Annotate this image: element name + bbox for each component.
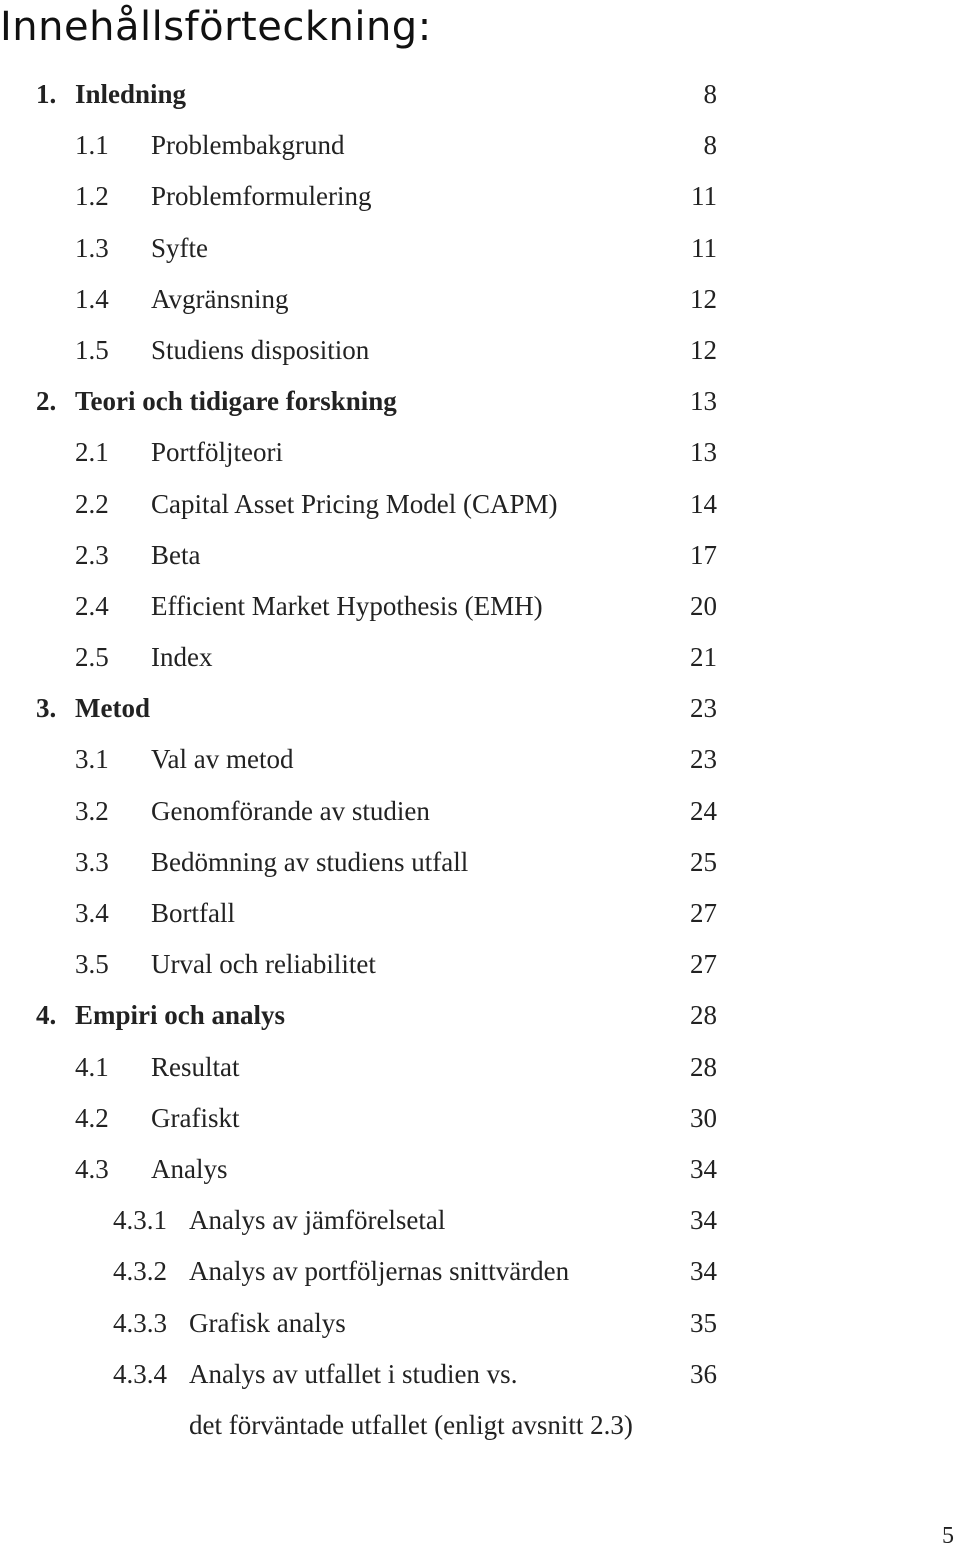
toc-entry-title: Teori och tidigare forskning	[75, 386, 397, 417]
toc-entry-number: 3.5	[75, 949, 109, 980]
toc-entry[interactable]	[0, 1042, 960, 1093]
toc-entry-number: 3.1	[75, 744, 109, 775]
toc-entry-number: 1.3	[75, 232, 109, 263]
toc-entry-page: 34	[690, 1205, 717, 1236]
toc-entry-page: 21	[690, 642, 717, 673]
toc-entry-title: Empiri och analys	[75, 1000, 286, 1031]
toc-entry-title: Studiens disposition	[151, 334, 370, 365]
toc-entry-page: 24	[690, 795, 717, 826]
toc-entry[interactable]	[0, 171, 960, 222]
toc-entry-title: Portföljteori	[151, 437, 283, 468]
toc-entry-number: 1.5	[75, 334, 109, 365]
toc-entry-title: Beta	[151, 539, 201, 570]
toc-entry[interactable]	[0, 1349, 960, 1451]
toc-entry[interactable]	[0, 427, 960, 478]
toc-entry-number: 4.3.3	[113, 1307, 167, 1338]
toc-entry-title-continuation: det förväntade utfallet (enligt avsnitt 2.3)	[189, 1409, 633, 1440]
toc-entry[interactable]	[0, 734, 960, 785]
toc-entry-number: 1.1	[75, 130, 109, 161]
toc-entry-number: 2.4	[75, 590, 109, 621]
toc-entry-number: 2.5	[75, 642, 109, 673]
toc-entry[interactable]	[0, 274, 960, 325]
toc-entry-number: 3.4	[75, 898, 109, 928]
toc-entry-title: Analys av jämförelsetal	[189, 1205, 446, 1236]
toc-entry[interactable]	[0, 837, 960, 888]
toc-entry-number: 4.3	[75, 1153, 109, 1184]
toc-entry-page: 27	[690, 898, 717, 928]
toc-entry-page: 12	[690, 334, 717, 365]
toc-entry-title: Urval och reliabilitet	[151, 949, 376, 980]
toc-entry-page: 30	[690, 1102, 717, 1133]
toc-entry-title: Grafisk analys	[189, 1307, 346, 1338]
toc-entry-number: 4.2	[75, 1102, 109, 1133]
toc-entry[interactable]	[0, 223, 960, 274]
toc-entry-title: Genomförande av studien	[151, 795, 430, 826]
toc-entry-number: 2.2	[75, 488, 109, 519]
toc-entry-number: 1.2	[75, 181, 109, 212]
toc-entry-page: 8	[703, 130, 717, 161]
toc-entry-page: 27	[690, 949, 717, 980]
toc-entry-number: 4.1	[75, 1051, 109, 1082]
toc-entry-number: 1.4	[75, 283, 109, 314]
toc-entry-title: Avgränsning	[151, 283, 289, 314]
toc-entry-title: Index	[151, 642, 213, 673]
toc-entry-page: 13	[690, 386, 717, 417]
toc-entry-title: Problemformulering	[151, 181, 372, 212]
toc-entry-page: 35	[690, 1307, 717, 1338]
toc-entry-page: 12	[690, 283, 717, 314]
toc-entry-number: 4.3.2	[113, 1256, 167, 1287]
toc-entry-number: 3.3	[75, 846, 109, 877]
toc-entry-number: 3.	[36, 693, 57, 724]
toc-entry-title: Capital Asset Pricing Model (CAPM)	[151, 488, 558, 519]
toc-entry-title: Problembakgrund	[151, 130, 345, 161]
toc-entry-number: 4.	[36, 1000, 57, 1031]
toc-heading: Innehållsförteckning:	[0, 4, 432, 50]
toc-entry[interactable]	[0, 376, 960, 427]
toc-entry[interactable]	[0, 888, 960, 939]
toc-entry-page: 20	[690, 590, 717, 621]
toc-entry-number: 2.3	[75, 539, 109, 570]
toc-entry-page: 34	[690, 1153, 717, 1184]
toc-entry[interactable]	[0, 479, 960, 530]
toc-entry-title: Resultat	[151, 1051, 240, 1082]
toc-entry-number: 3.2	[75, 795, 109, 826]
toc-entry[interactable]	[0, 581, 960, 632]
toc-entry-title: Bortfall	[151, 898, 235, 928]
toc-entry-title: Inledning	[75, 79, 187, 109]
toc-entry[interactable]	[0, 1093, 960, 1144]
toc-entry-title: Analys av utfallet i studien vs.	[189, 1358, 518, 1389]
toc-list	[0, 69, 960, 1451]
toc-entry-page: 28	[690, 1000, 717, 1031]
toc-entry-page: 8	[703, 79, 717, 109]
toc-entry-title: Bedömning av studiens utfall	[151, 846, 469, 877]
toc-entry[interactable]	[0, 530, 960, 581]
toc-entry-page: 28	[690, 1051, 717, 1082]
toc-entry-number: 4.3.4	[113, 1358, 167, 1389]
toc-entry-number: 4.3.1	[113, 1205, 167, 1236]
toc-entry-number: 1.	[36, 79, 57, 109]
toc-entry[interactable]	[0, 990, 960, 1041]
toc-entry-title: Grafiskt	[151, 1102, 240, 1133]
toc-entry-number: 2.1	[75, 437, 109, 468]
toc-entry[interactable]	[0, 786, 960, 837]
toc-entry-page: 23	[690, 693, 717, 724]
toc-entry-page: 13	[690, 437, 717, 468]
toc-entry-number: 2.	[36, 386, 57, 417]
toc-entry-title: Metod	[75, 693, 150, 724]
toc-entry[interactable]	[0, 120, 960, 171]
page-number: 5	[942, 1523, 954, 1549]
toc-entry-title: Efficient Market Hypothesis (EMH)	[151, 590, 543, 621]
toc-entry[interactable]	[0, 1195, 960, 1246]
toc-entry-page: 25	[690, 846, 717, 877]
toc-entry[interactable]	[0, 939, 960, 990]
toc-entry[interactable]	[0, 69, 960, 120]
toc-entry[interactable]	[0, 1246, 960, 1297]
toc-entry[interactable]	[0, 325, 960, 376]
toc-entry[interactable]	[0, 632, 960, 683]
toc-entry-page: 11	[691, 181, 717, 212]
toc-entry-page: 17	[690, 539, 717, 570]
toc-entry-page: 36	[690, 1358, 717, 1389]
toc-entry[interactable]	[0, 683, 960, 734]
toc-entry[interactable]	[0, 1298, 960, 1349]
toc-entry-title: Analys	[151, 1153, 228, 1184]
toc-entry-title: Val av metod	[151, 744, 294, 775]
toc-entry-title: Analys av portföljernas snittvärden	[189, 1256, 570, 1287]
toc-entry-title: Syfte	[151, 232, 208, 263]
toc-entry-page: 11	[691, 232, 717, 263]
toc-entry-page: 23	[690, 744, 717, 775]
toc-entry-page: 34	[690, 1256, 717, 1287]
toc-entry[interactable]	[0, 1144, 960, 1195]
toc-entry-page: 14	[690, 488, 717, 519]
